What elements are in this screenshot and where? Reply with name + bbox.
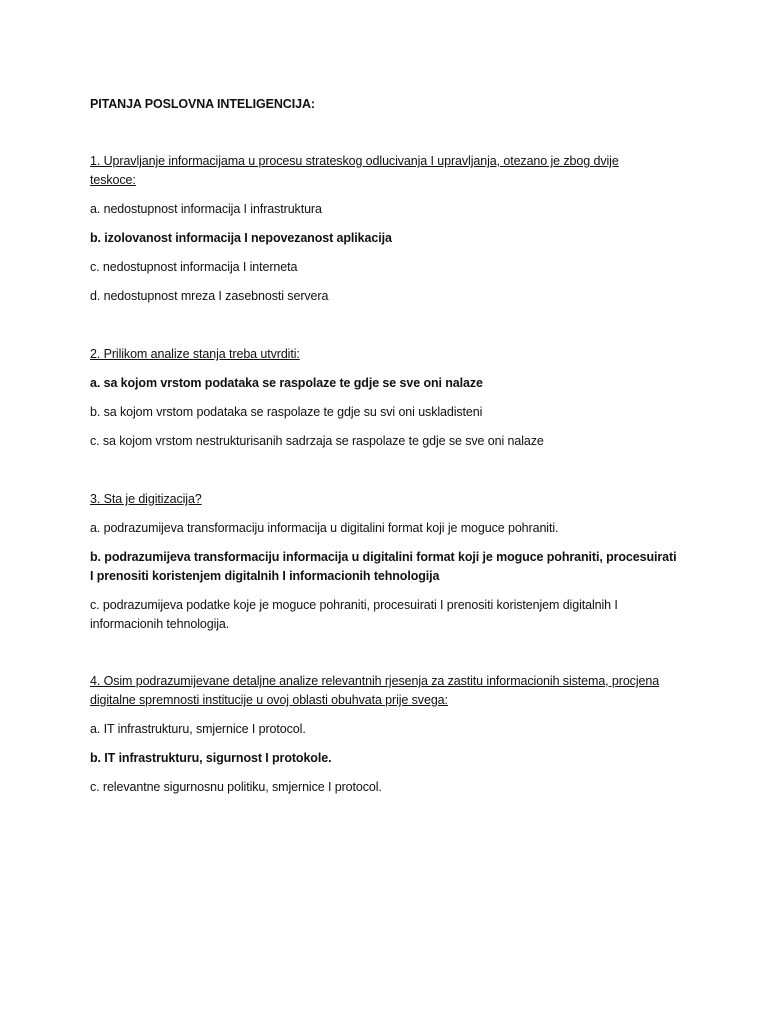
- answer-option-correct: a. sa kojom vrstom podataka se raspolaze te gdje se sve oni nalaze: [90, 376, 483, 390]
- answer-option-correct: b. podrazumijeva transformaciju informacija u digitalini format koji je moguce pohraniti, procesuirati I prenositi koristenjem digitalnih I informacionih tehnologija: [90, 550, 677, 583]
- answer-option: c. podrazumijeva podatke koje je moguce pohraniti, procesuirati I prenositi koristenjem digitalnih I informacionih tehnologija.: [90, 598, 618, 631]
- question-4: [90, 672, 690, 797]
- question-1: [90, 152, 690, 306]
- answer-option: c. nedostupnost informacija I interneta: [90, 260, 298, 274]
- question-3: [90, 490, 690, 634]
- answer-option: d. nedostupnost mreza I zasebnosti servera: [90, 289, 329, 303]
- document-page: [90, 95, 690, 797]
- question-text: 3. Sta je digitizacija?: [90, 492, 202, 506]
- question-text: 4. Osim podrazumijevane detaljne analize relevantnih rjesenja za zastitu informacionih sistema, procjena digitalne spremnosti institucije u ovoj oblasti obuhvata prije svega:: [90, 674, 660, 707]
- answer-option-correct: b. IT infrastrukturu, sigurnost I protokole.: [90, 751, 332, 765]
- answer-option: b. sa kojom vrstom podataka se raspolaze te gdje su svi oni uskladisteni: [90, 405, 483, 419]
- answer-option: c. sa kojom vrstom nestrukturisanih sadrzaja se raspolaze te gdje se sve oni nalaze: [90, 434, 544, 448]
- question-text: 1. Upravljanje informacijama u procesu strateskog odlucivanja I upravljanja, otezano je zbog dvije teskoce:: [90, 154, 619, 187]
- answer-option: a. IT infrastrukturu, smjernice I protocol.: [90, 722, 306, 736]
- answer-option-correct: b. izolovanost informacija I nepovezanost aplikacija: [90, 231, 392, 245]
- question-text: 2. Prilikom analize stanja treba utvrditi:: [90, 347, 300, 361]
- question-2: [90, 345, 690, 451]
- answer-option: a. nedostupnost informacija I infrastruktura: [90, 202, 322, 216]
- answer-option: a. podrazumijeva transformaciju informacija u digitalini format koji je moguce pohraniti.: [90, 521, 559, 535]
- answer-option: c. relevantne sigurnosnu politiku, smjernice I protocol.: [90, 780, 382, 794]
- document-title: PITANJA POSLOVNA INTELIGENCIJA:: [90, 97, 315, 111]
